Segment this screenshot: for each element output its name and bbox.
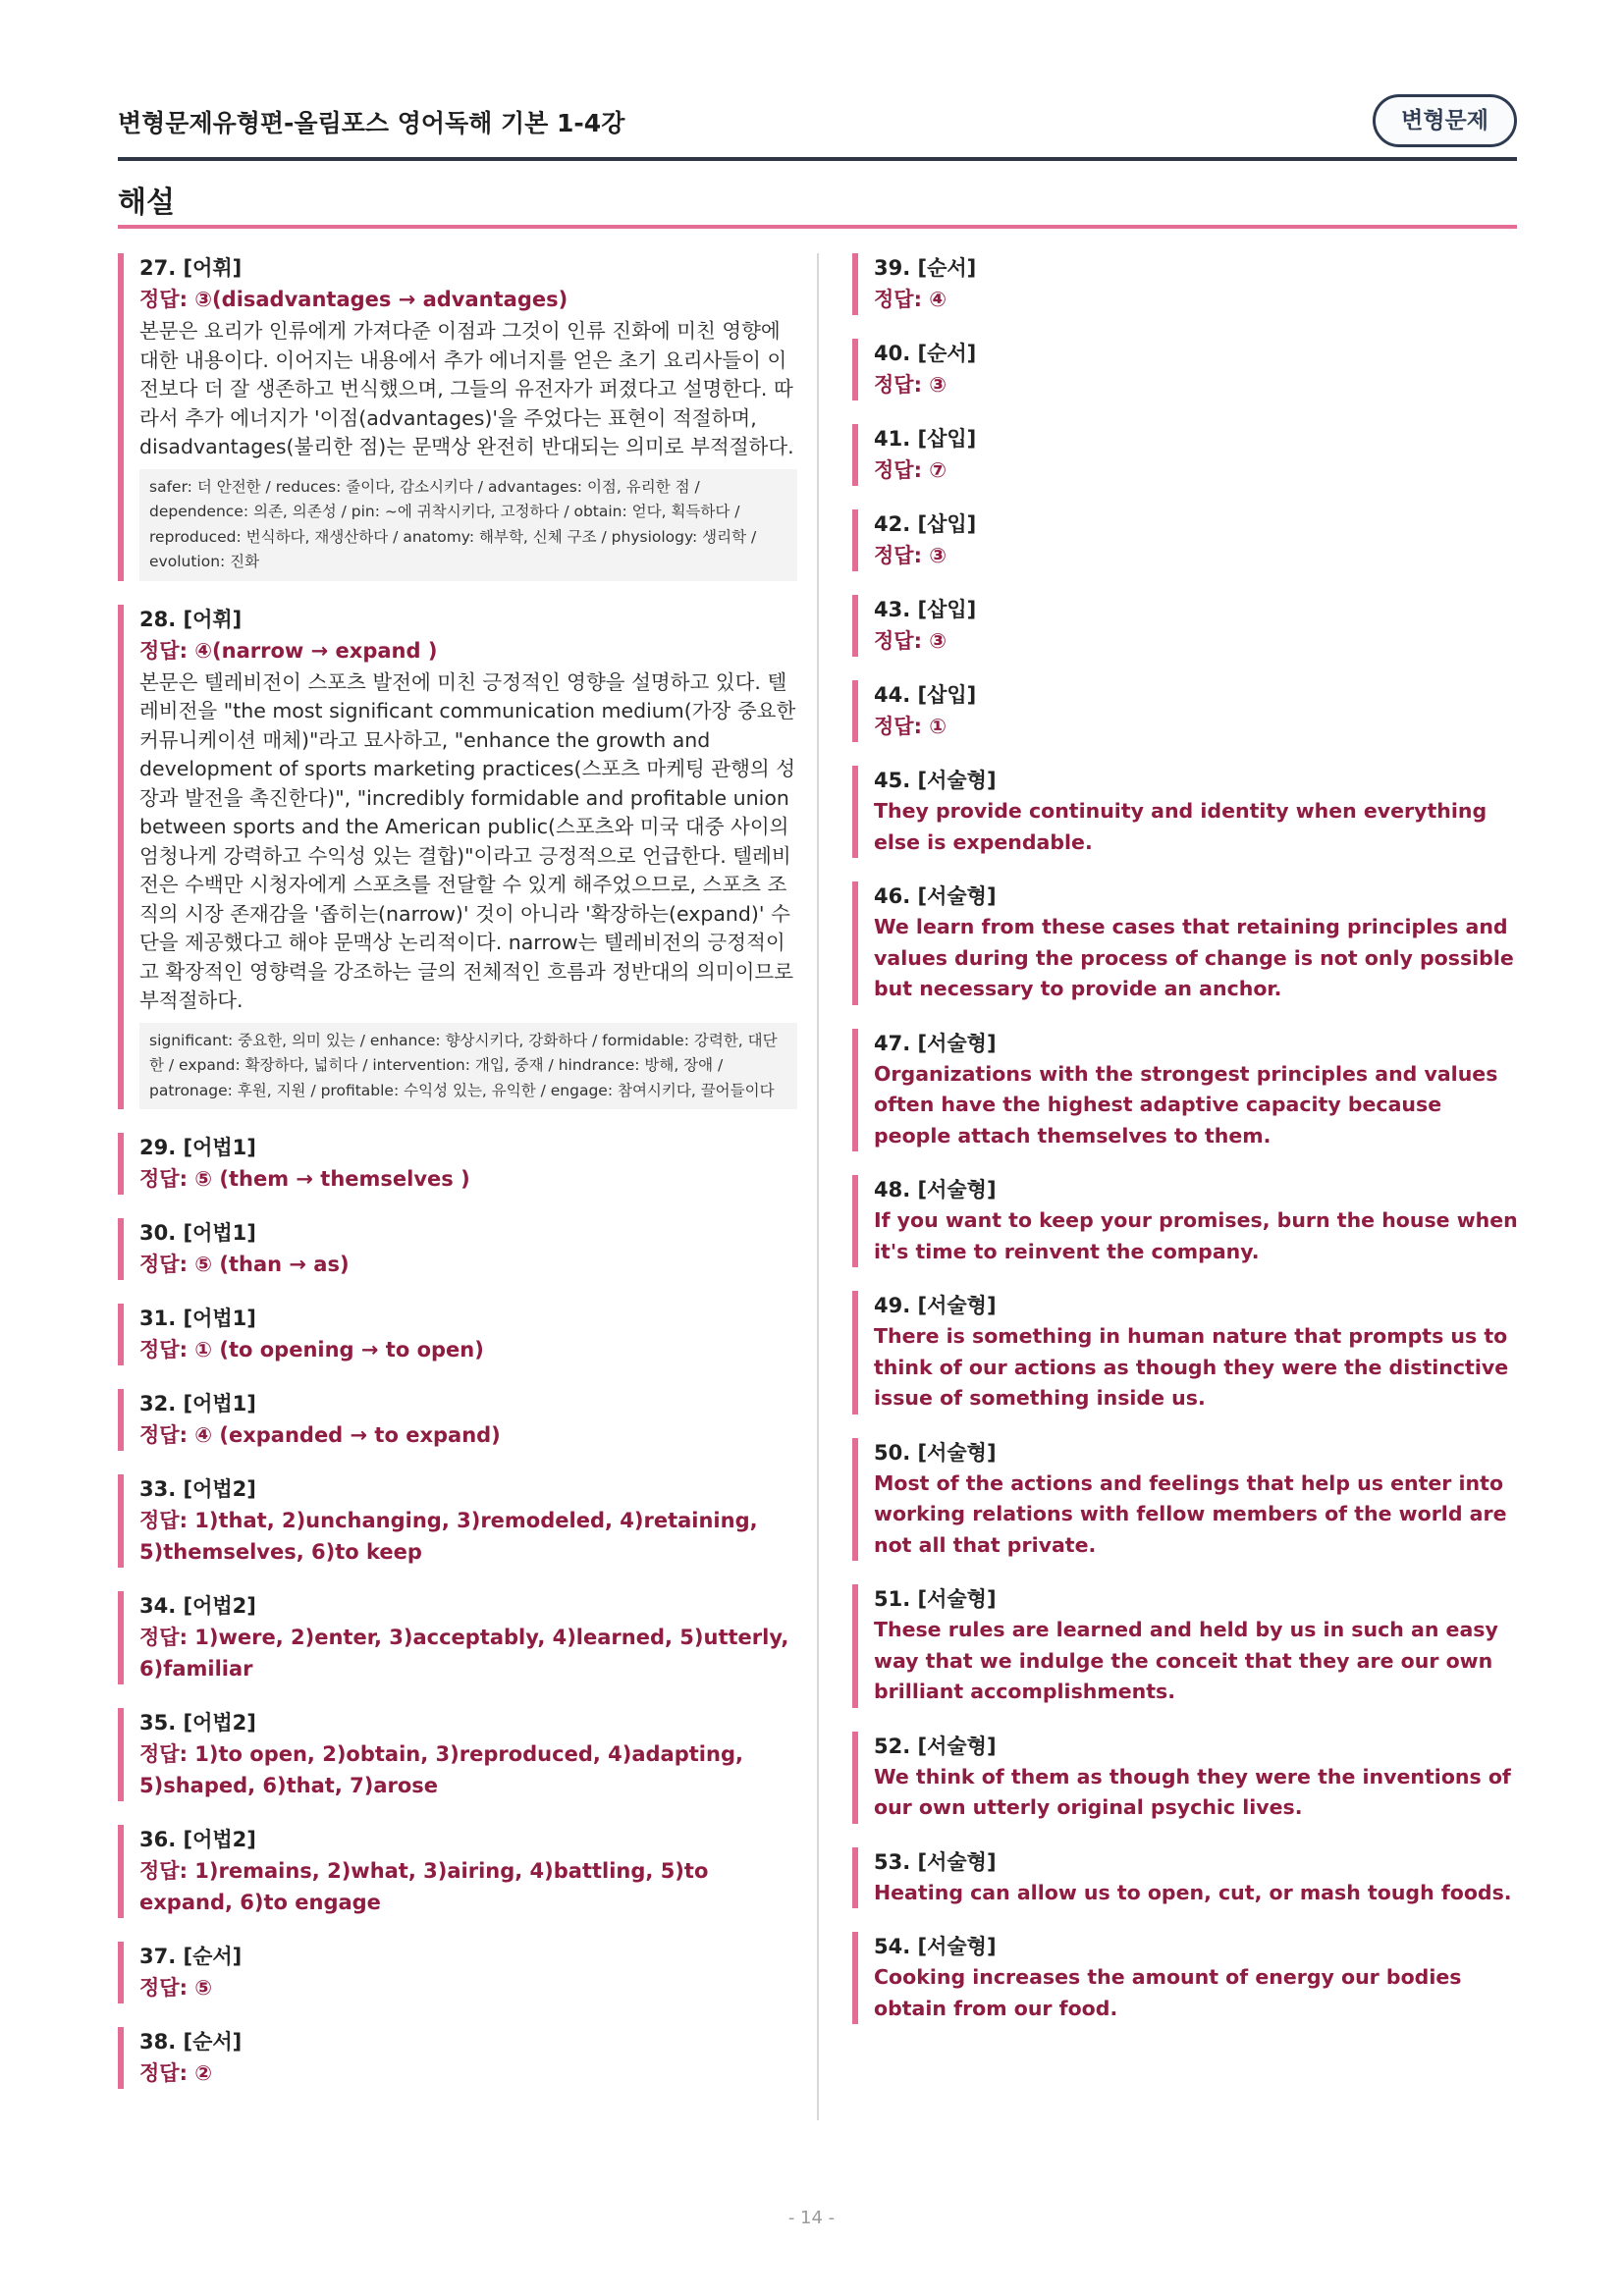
answer-item-53 — [852, 1847, 1520, 1909]
answer-item-33 — [118, 1474, 797, 1568]
right-column — [852, 253, 1520, 2048]
answer-item-44 — [852, 680, 1520, 742]
answer-item-49 — [852, 1291, 1520, 1415]
question-number: 39. [순서] — [874, 256, 977, 280]
answer-text: 정답: ④(narrow → expand ) — [139, 638, 438, 663]
question-number: 54. [서술형] — [874, 1935, 997, 1958]
question-number: 50. [서술형] — [874, 1440, 997, 1465]
question-number: 33. [어법2] — [139, 1477, 256, 1501]
answer-item-28 — [118, 605, 797, 1110]
answer-item-48 — [852, 1175, 1520, 1267]
question-number: 52. [서술형] — [874, 1734, 997, 1758]
question-number: 34. [어법2] — [139, 1594, 256, 1618]
question-number: 37. [순서] — [139, 1945, 243, 1968]
question-number: 44. [삽입] — [874, 683, 977, 707]
header-title: 변형문제유형편-올림포스 영어독해 기본 1-4강 — [118, 109, 625, 137]
answer-item-41 — [852, 424, 1520, 486]
answer-text: 정답: ① — [874, 715, 947, 738]
answer-item-30 — [118, 1218, 797, 1280]
question-number: 35. [어법2] — [139, 1711, 256, 1735]
question-number: 30. [어법1] — [139, 1221, 256, 1245]
question-number: 41. [삽입] — [874, 427, 977, 451]
question-number: 38. [순서] — [139, 2030, 243, 2054]
answer-text: 정답: ⑦ — [874, 458, 947, 482]
answer-text: 정답: ③ — [874, 544, 947, 567]
answer-item-40 — [852, 339, 1520, 400]
question-number: 42. [삽입] — [874, 512, 977, 536]
question-number: 31. [어법1] — [139, 1307, 256, 1330]
vocabulary-box: significant: 중요한, 의미 있는 / enhance: 향상시키다, 강화하다 / formidable: 강력한, 대단한 / expand: 확장하다, 넓히다 / intervention: 개입, 중재 / hindrance: 방해, 장애 / patronage: 후원, 지원 / profitable: 수익성 있는, 유익한 / engage: 참여시키다, 끌어들이다 — [139, 1023, 797, 1110]
answer-item-42 — [852, 509, 1520, 571]
answer-item-54 — [852, 1932, 1520, 2024]
question-number: 36. [어법2] — [139, 1828, 256, 1851]
answer-text: 정답: ③(disadvantages → advantages) — [139, 288, 568, 311]
answer-text: We think of them as though they were the inventions of our own utterly original psychic lives. — [874, 1764, 1511, 1819]
answer-text: Heating can allow us to open, cut, or mash tough foods. — [874, 1880, 1512, 1904]
question-number: 43. [삽입] — [874, 598, 977, 621]
answer-text: We learn from these cases that retaining principles and values during the process of change is not only possible but necessary to provide an anchor. — [874, 915, 1514, 1000]
answer-text: Cooking increases the amount of energy our bodies obtain from our food. — [874, 1965, 1462, 2020]
question-number: 49. [서술형] — [874, 1294, 997, 1317]
answer-text: Most of the actions and feelings that help us enter into working relations with fellow members of the world are not all that private. — [874, 1470, 1507, 1557]
question-number: 29. [어법1] — [139, 1136, 256, 1159]
vocabulary-box: safer: 더 안전한 / reduces: 줄이다, 감소시키다 / advantages: 이점, 유리한 점 / dependence: 의존, 의존성 / pin: ~에 귀착시키다, 고정하다 / obtain: 얻다, 획득하다 / reproduced: 번식하다, 재생산하다 / anatomy: 해부학, 신체 구조 / physiology: 생리학 / evolution: 진화 — [139, 469, 797, 581]
question-number: 40. [순서] — [874, 342, 977, 365]
answer-item-46 — [852, 881, 1520, 1005]
answer-text: 정답: 1)to open, 2)obtain, 3)reproduced, 4)adapting, 5)shaped, 6)that, 7)arose — [139, 1742, 743, 1797]
answer-text: If you want to keep your promises, burn the house when it's time to reinvent the company. — [874, 1208, 1518, 1263]
column-divider — [817, 253, 819, 2120]
answer-text: 정답: ④ (expanded → to expand) — [139, 1423, 501, 1447]
explanation-text: 본문은 텔레비전이 스포츠 발전에 미친 긍정적인 영향을 설명하고 있다. 텔레비전을 "the most significant communication medium(가장 중요한 커뮤니케이션 매체)"라고 묘사하고, "enhance the growth and development of sports marketing practices(스포츠 마케팅 관행의 성장과 발전을 촉진한다)", "incredibly formidable and profitable union between sports and the American public(스포츠와 미국 대중 사이의 엄청나게 강력하고 수익성 있는 결합)"이라고 긍정적으로 언급한다. 텔레비전은 수백만 시청자에게 스포츠를 전달할 수 있게 해주었으므로, 스포츠 조직의 시장 존재감을 '좁히는(narrow)' 것이 아니라 '확장하는(expand)' 수단을 제공했다고 해야 문맥상 논리적이다. narrow는 텔레비전의 긍정적이고 확장적인 영향력을 강조하는 글의 전체적인 흐름과 정반대의 의미이므로 부적절하다. — [139, 669, 796, 1012]
answer-text: Organizations with the strongest principles and values often have the highest adaptive capacity because people attach themselves to them. — [874, 1061, 1498, 1148]
answer-item-34 — [118, 1591, 797, 1684]
answer-item-29 — [118, 1133, 797, 1195]
explanation-text: 본문은 요리가 인류에게 가져다준 이점과 그것이 인류 진화에 미친 영향에 대한 내용이다. 이어지는 내용에서 추가 에너지를 얻은 초기 요리사들이 이전보다 더 잘 생존하고 번식했으며, 그들의 유전자가 퍼졌다고 설명한다. 따라서 추가 에너지가 '이점(advantages)'을 주었다는 표현이 적절하며, disadvantages(불리한 점)는 문맥상 완전히 반대되는 의미로 부적절하다. — [139, 319, 794, 458]
answer-item-36 — [118, 1825, 797, 1918]
question-number: 46. [서술형] — [874, 884, 997, 908]
answer-text: 정답: 1)were, 2)enter, 3)acceptably, 4)learned, 5)utterly, 6)familiar — [139, 1626, 789, 1681]
answer-text: 정답: ② — [139, 2061, 213, 2085]
question-number: 27. [어휘] — [139, 256, 243, 280]
question-number: 32. [어법1] — [139, 1392, 256, 1415]
answer-text: There is something in human nature that prompts us to think of our actions as though they were the distinctive issue of something inside us. — [874, 1324, 1509, 1410]
answer-text: These rules are learned and held by us in such an easy way that we indulge the conceit that they are our own brilliant accomplishments. — [874, 1618, 1498, 1703]
section-title: 해설 — [118, 186, 175, 220]
question-number: 51. [서술형] — [874, 1587, 997, 1611]
answer-text: 정답: ④ — [874, 288, 947, 311]
answer-text: 정답: ③ — [874, 373, 947, 397]
answer-text: They provide continuity and identity when everything else is expendable. — [874, 799, 1488, 854]
answer-text: 정답: ⑤ (than → as) — [139, 1253, 350, 1276]
answer-text: 정답: 1)that, 2)unchanging, 3)remodeled, 4)retaining, 5)themselves, 6)to keep — [139, 1509, 758, 1564]
answer-item-35 — [118, 1708, 797, 1801]
answer-text: 정답: 1)remains, 2)what, 3)airing, 4)battling, 5)to expand, 6)to engage — [139, 1859, 709, 1914]
answer-text: 정답: ⑤ (them → themselves ) — [139, 1167, 470, 1191]
page-header — [118, 90, 1517, 161]
answer-item-31 — [118, 1304, 797, 1365]
page-number: - 14 - — [787, 2208, 836, 2228]
answer-item-43 — [852, 595, 1520, 657]
question-number: 47. [서술형] — [874, 1031, 997, 1055]
answer-text: 정답: ① (to opening → to open) — [139, 1338, 484, 1362]
question-number: 48. [서술형] — [874, 1178, 997, 1201]
answer-text: 정답: ⑤ — [139, 1976, 213, 2000]
answer-item-38 — [118, 2027, 797, 2089]
question-number: 45. [서술형] — [874, 769, 997, 792]
answer-item-52 — [852, 1732, 1520, 1824]
answer-item-37 — [118, 1942, 797, 2003]
question-number: 28. [어휘] — [139, 607, 243, 631]
section-divider — [118, 225, 1517, 229]
answer-text: 정답: ③ — [874, 629, 947, 653]
answer-item-50 — [852, 1438, 1520, 1562]
answer-item-45 — [852, 766, 1520, 858]
answer-item-32 — [118, 1389, 797, 1451]
answer-item-39 — [852, 253, 1520, 315]
category-badge: 변형문제 — [1373, 94, 1517, 147]
answer-item-51 — [852, 1584, 1520, 1708]
left-column — [118, 253, 797, 2112]
question-number: 53. [서술형] — [874, 1849, 997, 1874]
answer-item-27 — [118, 253, 797, 581]
answer-item-47 — [852, 1029, 1520, 1152]
